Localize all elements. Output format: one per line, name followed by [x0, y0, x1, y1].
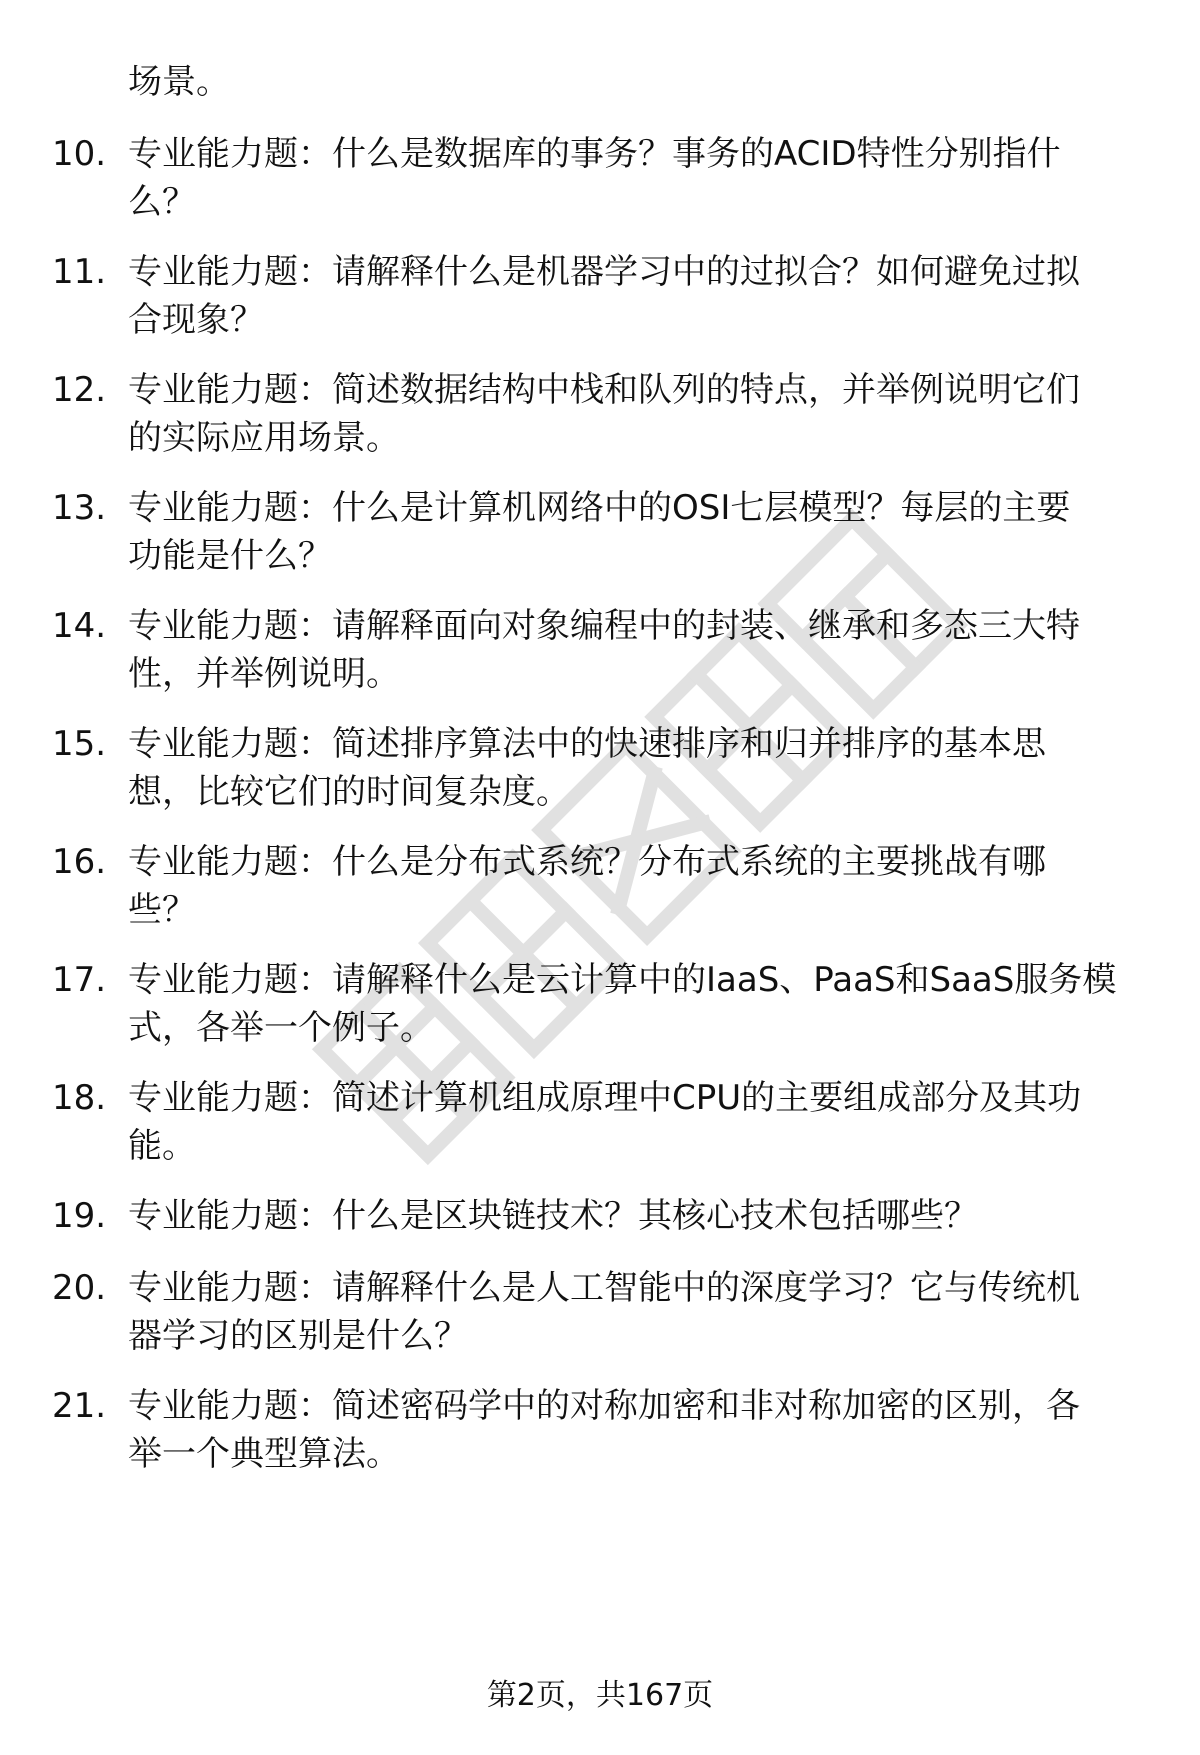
question-number: 17.	[52, 960, 107, 1000]
question-number: 20.	[52, 1268, 107, 1308]
question-text	[128, 720, 1168, 816]
question-text-line: 专业能力题：简述密码学中的对称加密和非对称加密的区别，各	[128, 1386, 1080, 1426]
question-text	[128, 248, 1168, 344]
question-text-line: 的实际应用场景。	[128, 418, 400, 458]
question-text-line: 专业能力题：什么是分布式系统？分布式系统的主要挑战有哪	[128, 842, 1046, 882]
question-text-line: 功能是什么？	[128, 536, 332, 576]
question-text-line: 器学习的区别是什么？	[128, 1316, 468, 1356]
question-number: 13.	[52, 488, 107, 528]
question-text	[128, 1192, 1168, 1240]
question-text-line: 性，并举例说明。	[128, 654, 400, 694]
question-number: 18.	[52, 1078, 107, 1118]
question-text-line: 专业能力题：什么是数据库的事务？事务的ACID特性分别指什	[128, 134, 1061, 174]
question-number: 12.	[52, 370, 107, 410]
question-text-line: 么？	[128, 182, 196, 222]
question-text-line: 合现象？	[128, 300, 264, 340]
question-text	[128, 130, 1168, 226]
question-text	[128, 602, 1168, 698]
question-number: 14.	[52, 606, 107, 646]
question-number: 11.	[52, 252, 107, 292]
question-text-line: 专业能力题：请解释什么是人工智能中的深度学习？它与传统机	[128, 1268, 1080, 1308]
question-number: 10.	[52, 134, 107, 174]
question-text-line: 专业能力题：请解释面向对象编程中的封装、继承和多态三大特	[128, 606, 1080, 646]
question-text	[128, 1382, 1168, 1478]
question-text	[128, 956, 1168, 1052]
question-text-line: 式，各举一个例子。	[128, 1008, 434, 1048]
continuation-text: 场景。	[128, 62, 230, 102]
question-text-line: 能。	[128, 1126, 196, 1166]
question-text	[128, 366, 1168, 462]
question-number: 16.	[52, 842, 107, 882]
question-text-line: 专业能力题：什么是计算机网络中的OSI七层模型？每层的主要	[128, 488, 1071, 528]
question-text-line: 专业能力题：简述计算机组成原理中CPU的主要组成部分及其功	[128, 1078, 1082, 1118]
question-text	[128, 1074, 1168, 1170]
question-text-line: 专业能力题：请解释什么是机器学习中的过拟合？如何避免过拟	[128, 252, 1080, 292]
question-number: 19.	[52, 1196, 107, 1236]
question-text	[128, 484, 1168, 580]
question-text-line: 想，比较它们的时间复杂度。	[128, 772, 570, 812]
question-text	[128, 838, 1168, 934]
page-footer: 第2页，共167页	[486, 1678, 714, 1713]
question-text-line: 专业能力题：请解释什么是云计算中的IaaS、PaaS和SaaS服务模	[128, 960, 1117, 1000]
question-number: 15.	[52, 724, 107, 764]
question-number: 21.	[52, 1386, 107, 1426]
question-text-line: 些？	[128, 890, 196, 930]
question-text-line: 专业能力题：什么是区块链技术？其核心技术包括哪些？	[128, 1196, 978, 1236]
question-text-line: 专业能力题：简述数据结构中栈和队列的特点，并举例说明它们	[128, 370, 1080, 410]
question-text	[128, 1264, 1168, 1360]
question-text-line: 专业能力题：简述排序算法中的快速排序和归并排序的基本思	[128, 724, 1046, 764]
question-text-line: 举一个典型算法。	[128, 1434, 400, 1474]
